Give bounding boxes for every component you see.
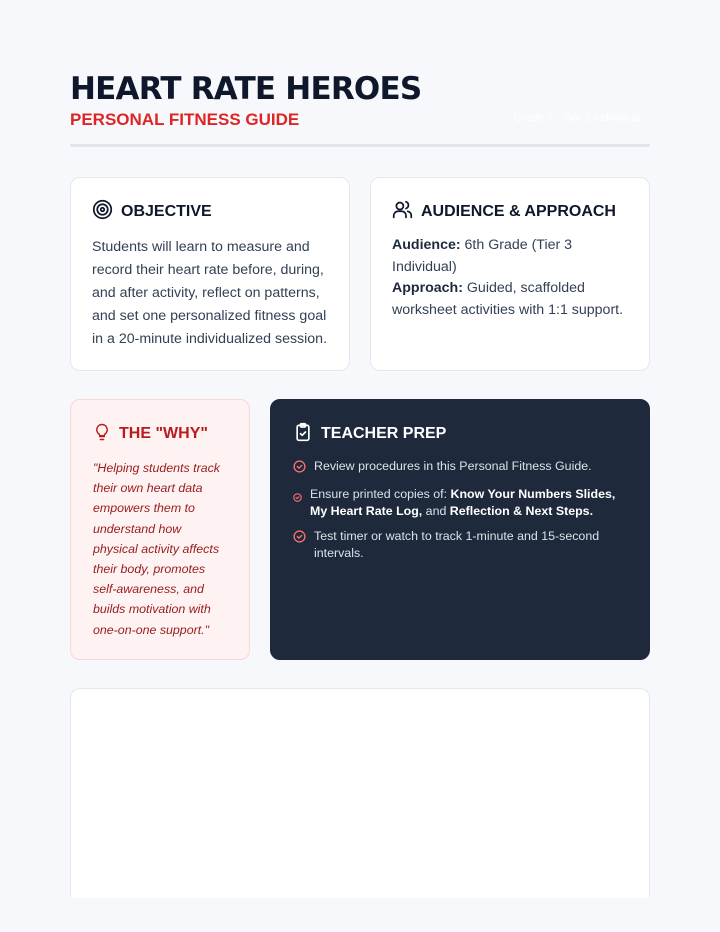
why-title: THE "WHY" <box>119 425 208 442</box>
audience-details <box>392 235 628 321</box>
check-circle-icon <box>293 458 306 479</box>
prep-item-text: Review procedures in this Personal Fitness Guide. <box>314 459 592 473</box>
page-title: HEART RATE HEROES <box>70 71 422 107</box>
prep-item-review <box>293 458 627 479</box>
prep-header <box>293 422 627 446</box>
prep-list <box>293 458 627 563</box>
clipboard-check-icon <box>293 422 313 447</box>
bottom-card <box>70 688 650 898</box>
why-quote: "Helping students track their own heart data empowers them to understand how physical activity affects their body, promotes self-awareness, and builds motivation with one-on-one support." <box>93 461 220 637</box>
check-circle-icon <box>293 528 306 563</box>
prep-copies-and: and <box>422 504 450 518</box>
objective-header <box>92 200 328 224</box>
objective-card <box>70 177 350 371</box>
prep-item-text <box>310 486 627 521</box>
audience-line <box>392 235 628 278</box>
header <box>70 70 650 130</box>
approach-line <box>392 278 628 321</box>
users-icon <box>392 199 413 225</box>
prep-item-timer <box>293 528 627 563</box>
audience-label: Audience: <box>392 237 461 253</box>
check-circle-icon <box>293 490 302 521</box>
prep-copies-prefix: Ensure printed copies of: <box>310 486 451 501</box>
target-icon <box>92 199 113 225</box>
prep-title: TEACHER PREP <box>321 425 447 442</box>
audience-card <box>370 177 650 371</box>
header-note: Grade 6 · Tier 3 Individual <box>513 112 640 124</box>
prep-copies-titles: Know Your Numbers Slides, My Heart Rate Log, <box>310 486 616 518</box>
prep-item-copies <box>293 486 627 521</box>
prep-copies-reflection: Reflection & Next Steps. <box>449 504 594 518</box>
objective-title: OBJECTIVE <box>121 203 212 220</box>
teacher-prep-card <box>270 399 650 660</box>
objective-text: Students will learn to measure and record their heart rate before, during, and after activity, reflect on patterns, and set one personalized fitness goal in a 20-minute individualized session. <box>92 239 328 347</box>
why-header <box>93 422 227 446</box>
why-card <box>70 399 250 660</box>
header-divider <box>70 144 650 147</box>
page-subtitle: PERSONAL FITNESS GUIDE <box>70 110 300 129</box>
prep-item-text: Test timer or watch to track 1-minute and 15-second intervals. <box>314 528 600 560</box>
audience-value: 6th Grade (Tier 3 Individual) <box>392 237 573 275</box>
audience-header <box>392 200 628 224</box>
approach-value: Guided, scaffolded worksheet activities with 1:1 support. <box>392 280 624 318</box>
lightbulb-icon <box>93 423 111 446</box>
audience-title: AUDIENCE & APPROACH <box>421 203 616 220</box>
approach-label: Approach: <box>392 280 463 296</box>
